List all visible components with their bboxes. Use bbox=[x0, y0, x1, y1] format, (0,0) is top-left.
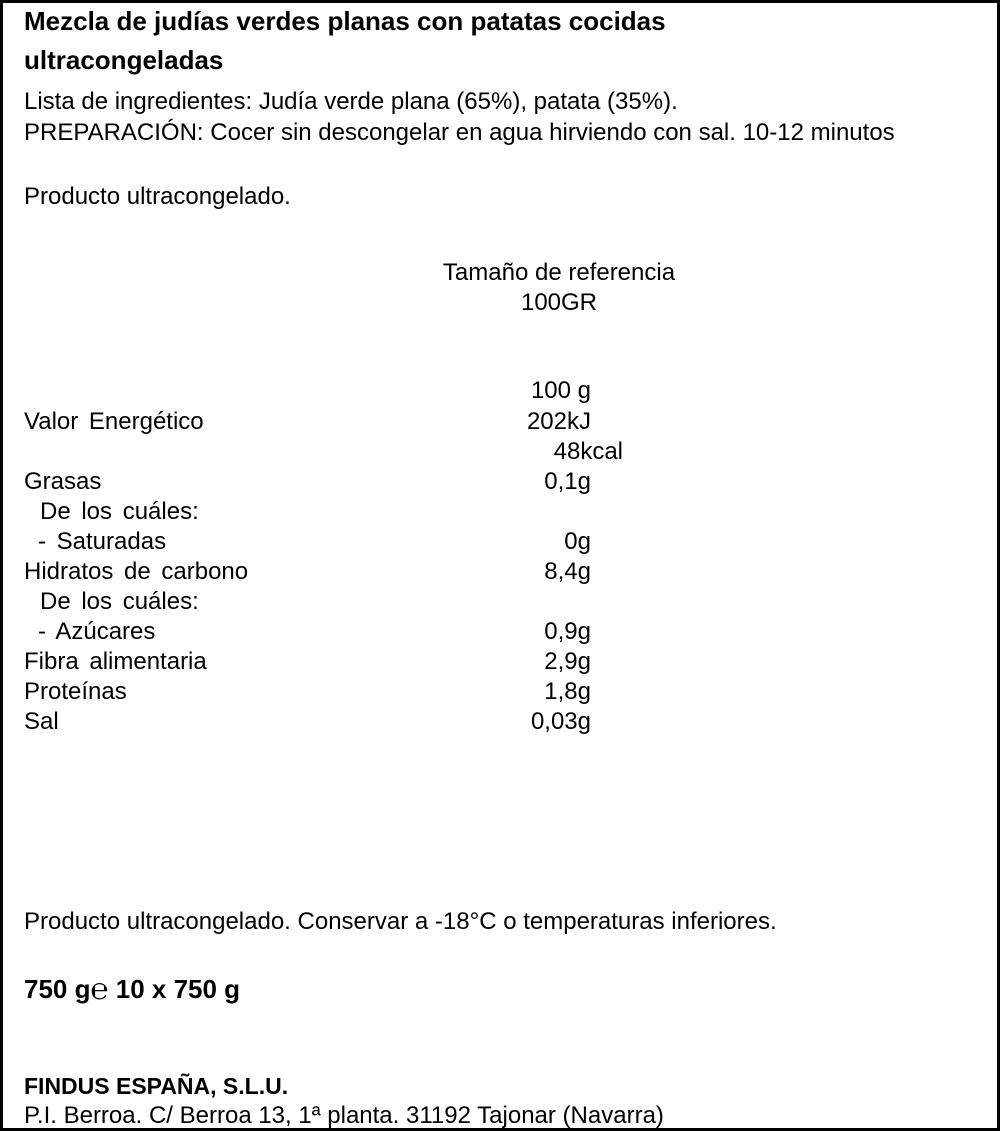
net-weight-amount: 750 g bbox=[24, 974, 91, 1004]
nutrition-value: 48kcal bbox=[553, 438, 623, 465]
reference-size-label: Tamaño de referencia bbox=[442, 259, 676, 286]
nutrition-label: Sal bbox=[24, 708, 59, 735]
nutrition-value: 0,03g bbox=[530, 708, 591, 735]
ingredients-list: Lista de ingredientes: Judía verde plana (65%), patata (35%). bbox=[24, 88, 678, 115]
net-weight bbox=[24, 974, 240, 1004]
nutrition-label: Grasas bbox=[24, 468, 102, 495]
nutrition-label: - Azúcares bbox=[38, 618, 156, 645]
reference-size-value: 100GR bbox=[520, 289, 598, 316]
nutrition-label: Fibra alimentaria bbox=[24, 648, 207, 675]
nutrition-label: De los cuáles: bbox=[40, 588, 199, 615]
nutrition-value: 202kJ bbox=[526, 408, 591, 435]
nutrition-value: 0,9g bbox=[544, 618, 591, 645]
nutrition-value: 0g bbox=[564, 528, 591, 555]
estimated-sign-icon: ℮ bbox=[90, 973, 109, 1006]
nutrition-label: De los cuáles: bbox=[40, 498, 199, 525]
product-title-line2: ultracongeladas bbox=[24, 45, 224, 75]
nutrition-value: 0,1g bbox=[544, 468, 591, 495]
nutrition-label: Proteínas bbox=[24, 678, 127, 705]
product-title-line1: Mezcla de judías verdes planas con patatas cocidas bbox=[24, 6, 666, 36]
company-address: P.I. Berroa. C/ Berroa 13, 1ª planta. 31192 Tajonar (Navarra) bbox=[24, 1102, 664, 1129]
nutrition-value: 8,4g bbox=[544, 558, 591, 585]
frozen-note: Producto ultracongelado. bbox=[24, 183, 291, 210]
nutrition-column-header: 100 g bbox=[530, 377, 591, 404]
nutrition-label: - Saturadas bbox=[38, 528, 167, 555]
nutrition-value: 1,8g bbox=[544, 678, 591, 705]
net-weight-pack: 10 x 750 g bbox=[115, 974, 241, 1004]
nutrition-label: Valor Energético bbox=[24, 408, 204, 435]
nutrition-value: 2,9g bbox=[544, 648, 591, 675]
nutrition-label: Hidratos de carbono bbox=[24, 558, 249, 585]
preparation-instructions: PREPARACIÓN: Cocer sin descongelar en agua hirviendo con sal. 10-12 minutos bbox=[24, 119, 895, 146]
company-name: FINDUS ESPAÑA, S.L.U. bbox=[24, 1073, 289, 1099]
storage-instructions: Producto ultracongelado. Conservar a -18°C o temperaturas inferiores. bbox=[24, 908, 777, 935]
